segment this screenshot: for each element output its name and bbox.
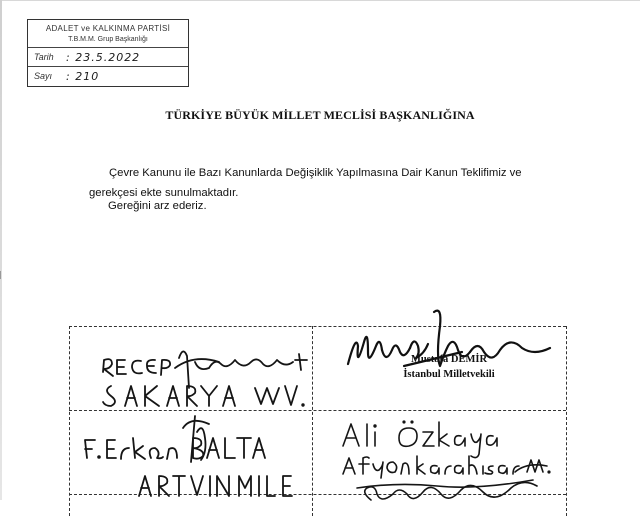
closing-paragraph: Gereğini arz ederiz. — [108, 200, 207, 212]
table-row-divider — [69, 410, 566, 411]
document-title: TÜRKİYE BÜYÜK MİLLET MECLİSİ BAŞKANLIĞINA — [165, 108, 475, 122]
stamp-date-value: : 23.5.2022 — [66, 50, 141, 64]
stamp-date-label: Tarih — [34, 52, 54, 62]
signatory-name: Mustafa DEMİR — [410, 354, 488, 365]
stamp-number-label: Sayı — [34, 71, 53, 81]
page-edge-top — [0, 0, 640, 1]
signatory-title: İstanbul Milletvekili — [403, 369, 495, 380]
signature-erkan-balta — [79, 412, 309, 516]
signature-ali-ozkaya — [337, 418, 566, 516]
page-edge-left — [0, 0, 2, 500]
signature-table — [69, 326, 566, 516]
table-border-right — [566, 326, 567, 516]
table-border-left — [69, 326, 70, 516]
stamp-number-value: : 210 — [66, 69, 100, 83]
party-stamp — [27, 19, 189, 87]
stamp-header — [28, 20, 188, 47]
scan-mark — [0, 271, 5, 279]
stamp-date-row — [28, 47, 188, 66]
stamp-number-row — [28, 66, 188, 85]
body-paragraph: Çevre Kanunu ile Bazı Kanunlarda Değişiklik Yapılmasına Dair Kanun Teklifimiz ve gerekçesi ekte sunulmaktadır. — [89, 167, 522, 199]
signature-recep-uncuoglu — [99, 348, 314, 410]
stamp-org-line1: ADALET ve KALKINMA PARTİSİ — [45, 24, 171, 33]
stamp-org-line2: T.B.M.M. Grup Başkanlığı — [68, 36, 148, 43]
